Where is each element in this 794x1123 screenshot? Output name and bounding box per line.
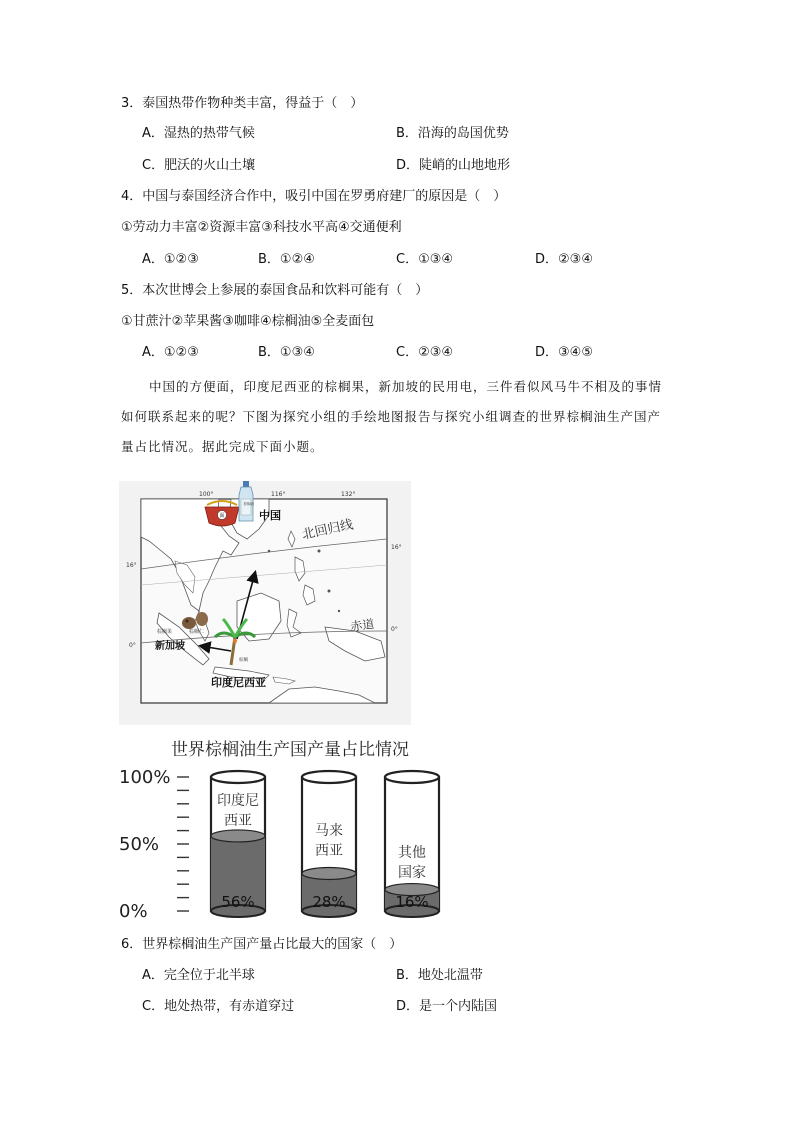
q6-option-b: B．地处北温带: [396, 968, 483, 983]
q6-option-c: C．地处热带，有赤道穿过: [142, 999, 295, 1014]
bar-value-label: 56%: [221, 893, 255, 911]
lat-label-left-16: 16°: [126, 562, 137, 569]
lat-label-right-16: 16°: [391, 544, 402, 551]
q6-option-d: D．是一个内陆国: [396, 999, 498, 1014]
bar-category-label: 其他: [398, 845, 426, 861]
intro-paragraph: [121, 372, 673, 462]
bar-cylinder: [302, 771, 356, 917]
cylinder-rim: [211, 771, 265, 783]
bar-category-label: 马来: [315, 823, 343, 839]
y-tick-label: 100%: [119, 767, 171, 788]
cylinder-rim: [302, 771, 356, 783]
bar-value-label: 28%: [312, 893, 346, 911]
tree-label: 棕榈: [239, 658, 248, 663]
lon-label-132: 132°: [341, 491, 356, 498]
q5-option-d: D．③④⑤: [535, 345, 593, 360]
q4-option-b: B．①②④: [258, 252, 315, 267]
intro-text: 中国的方便面，印度尼西亚的棕榈果，新加坡的民用电，三件看似风马牛不相及的事情如何联系起来的呢？下图为探究小组的手绘地图报告与探究小组调查的世界棕榈油生产国产量占比情况。据此完成下面小题。: [121, 379, 663, 454]
q5-option-a: A．①②③: [142, 345, 199, 360]
southeast-asia-map: [119, 481, 411, 725]
bar-cylinder: [211, 771, 265, 917]
y-tick-label: 50%: [119, 834, 160, 855]
seed-label: 棕榈仁: [189, 629, 205, 635]
bar-top: [211, 830, 265, 842]
bar-category-label: 西亚: [224, 813, 252, 829]
q5-option-b: B．①③④: [258, 345, 315, 360]
lon-label-100: 100°: [199, 491, 214, 498]
q3-option-d: D．陡峭的山地地形: [396, 158, 511, 173]
question-3-stem: 3．泰国热带作物种类丰富，得益于（ ）: [121, 96, 364, 111]
q4-option-a: A．①②③: [142, 252, 199, 267]
lat-label-right-0: 0°: [391, 626, 398, 633]
lat-label-left-0: 0°: [129, 642, 136, 649]
bar-cylinder: [385, 771, 439, 917]
question-4-items: ①劳动力丰富②资源丰富③科技水平高④交通便利: [121, 220, 402, 235]
q4-option-d: D．②③④: [535, 252, 593, 267]
question-5-stem: 5．本次世博会上参展的泰国食品和饮料可能有（ ）: [121, 283, 429, 298]
bars-group: [211, 771, 439, 917]
q3-option-b: B．沿海的岛国优势: [396, 126, 509, 141]
chart-title: 世界棕榈油生产国产量占比情况: [171, 740, 409, 760]
bowl-label: 面: [219, 513, 225, 519]
label-indonesia: 印度尼西亚: [211, 676, 266, 689]
palm-oil-share-chart: [115, 733, 455, 929]
question-6-stem: 6．世界棕榈油生产国产量占比最大的国家（ ）: [121, 937, 403, 952]
q5-option-c: C．②③④: [396, 345, 454, 360]
bar-top: [302, 867, 356, 879]
q3-option-c: C．肥沃的火山土壤: [142, 158, 256, 173]
q6-option-a: A．完全位于北半球: [142, 968, 255, 983]
question-4-stem: 4．中国与泰国经济合作中，吸引中国在罗勇府建厂的原因是（ ）: [121, 189, 507, 204]
label-china: 中国: [259, 509, 281, 522]
label-singapore: 新加坡: [155, 641, 185, 652]
bar-category-label: 印度尼: [217, 793, 259, 809]
q3-option-a: A．湿热的热带气候: [142, 126, 255, 141]
bar-value-label: 16%: [395, 893, 429, 911]
q4-option-c: C．①③④: [396, 252, 454, 267]
bar-category-label: 国家: [398, 865, 426, 881]
lon-label-116: 116°: [271, 491, 286, 498]
bar-category-label: 西亚: [315, 843, 343, 859]
question-5-items: ①甘蔗汁②苹果酱③咖啡④棕榈油⑤全麦面包: [121, 314, 375, 329]
bottle-label: 棕榈油: [243, 502, 254, 506]
label-equator: 赤道: [349, 616, 376, 634]
cylinder-rim: [385, 771, 439, 783]
y-tick-label: 0%: [119, 901, 148, 922]
fruit-label: 棕榈果: [157, 629, 173, 635]
label-tropic-of-cancer: 北回归线: [300, 517, 355, 543]
y-axis: [119, 767, 189, 922]
